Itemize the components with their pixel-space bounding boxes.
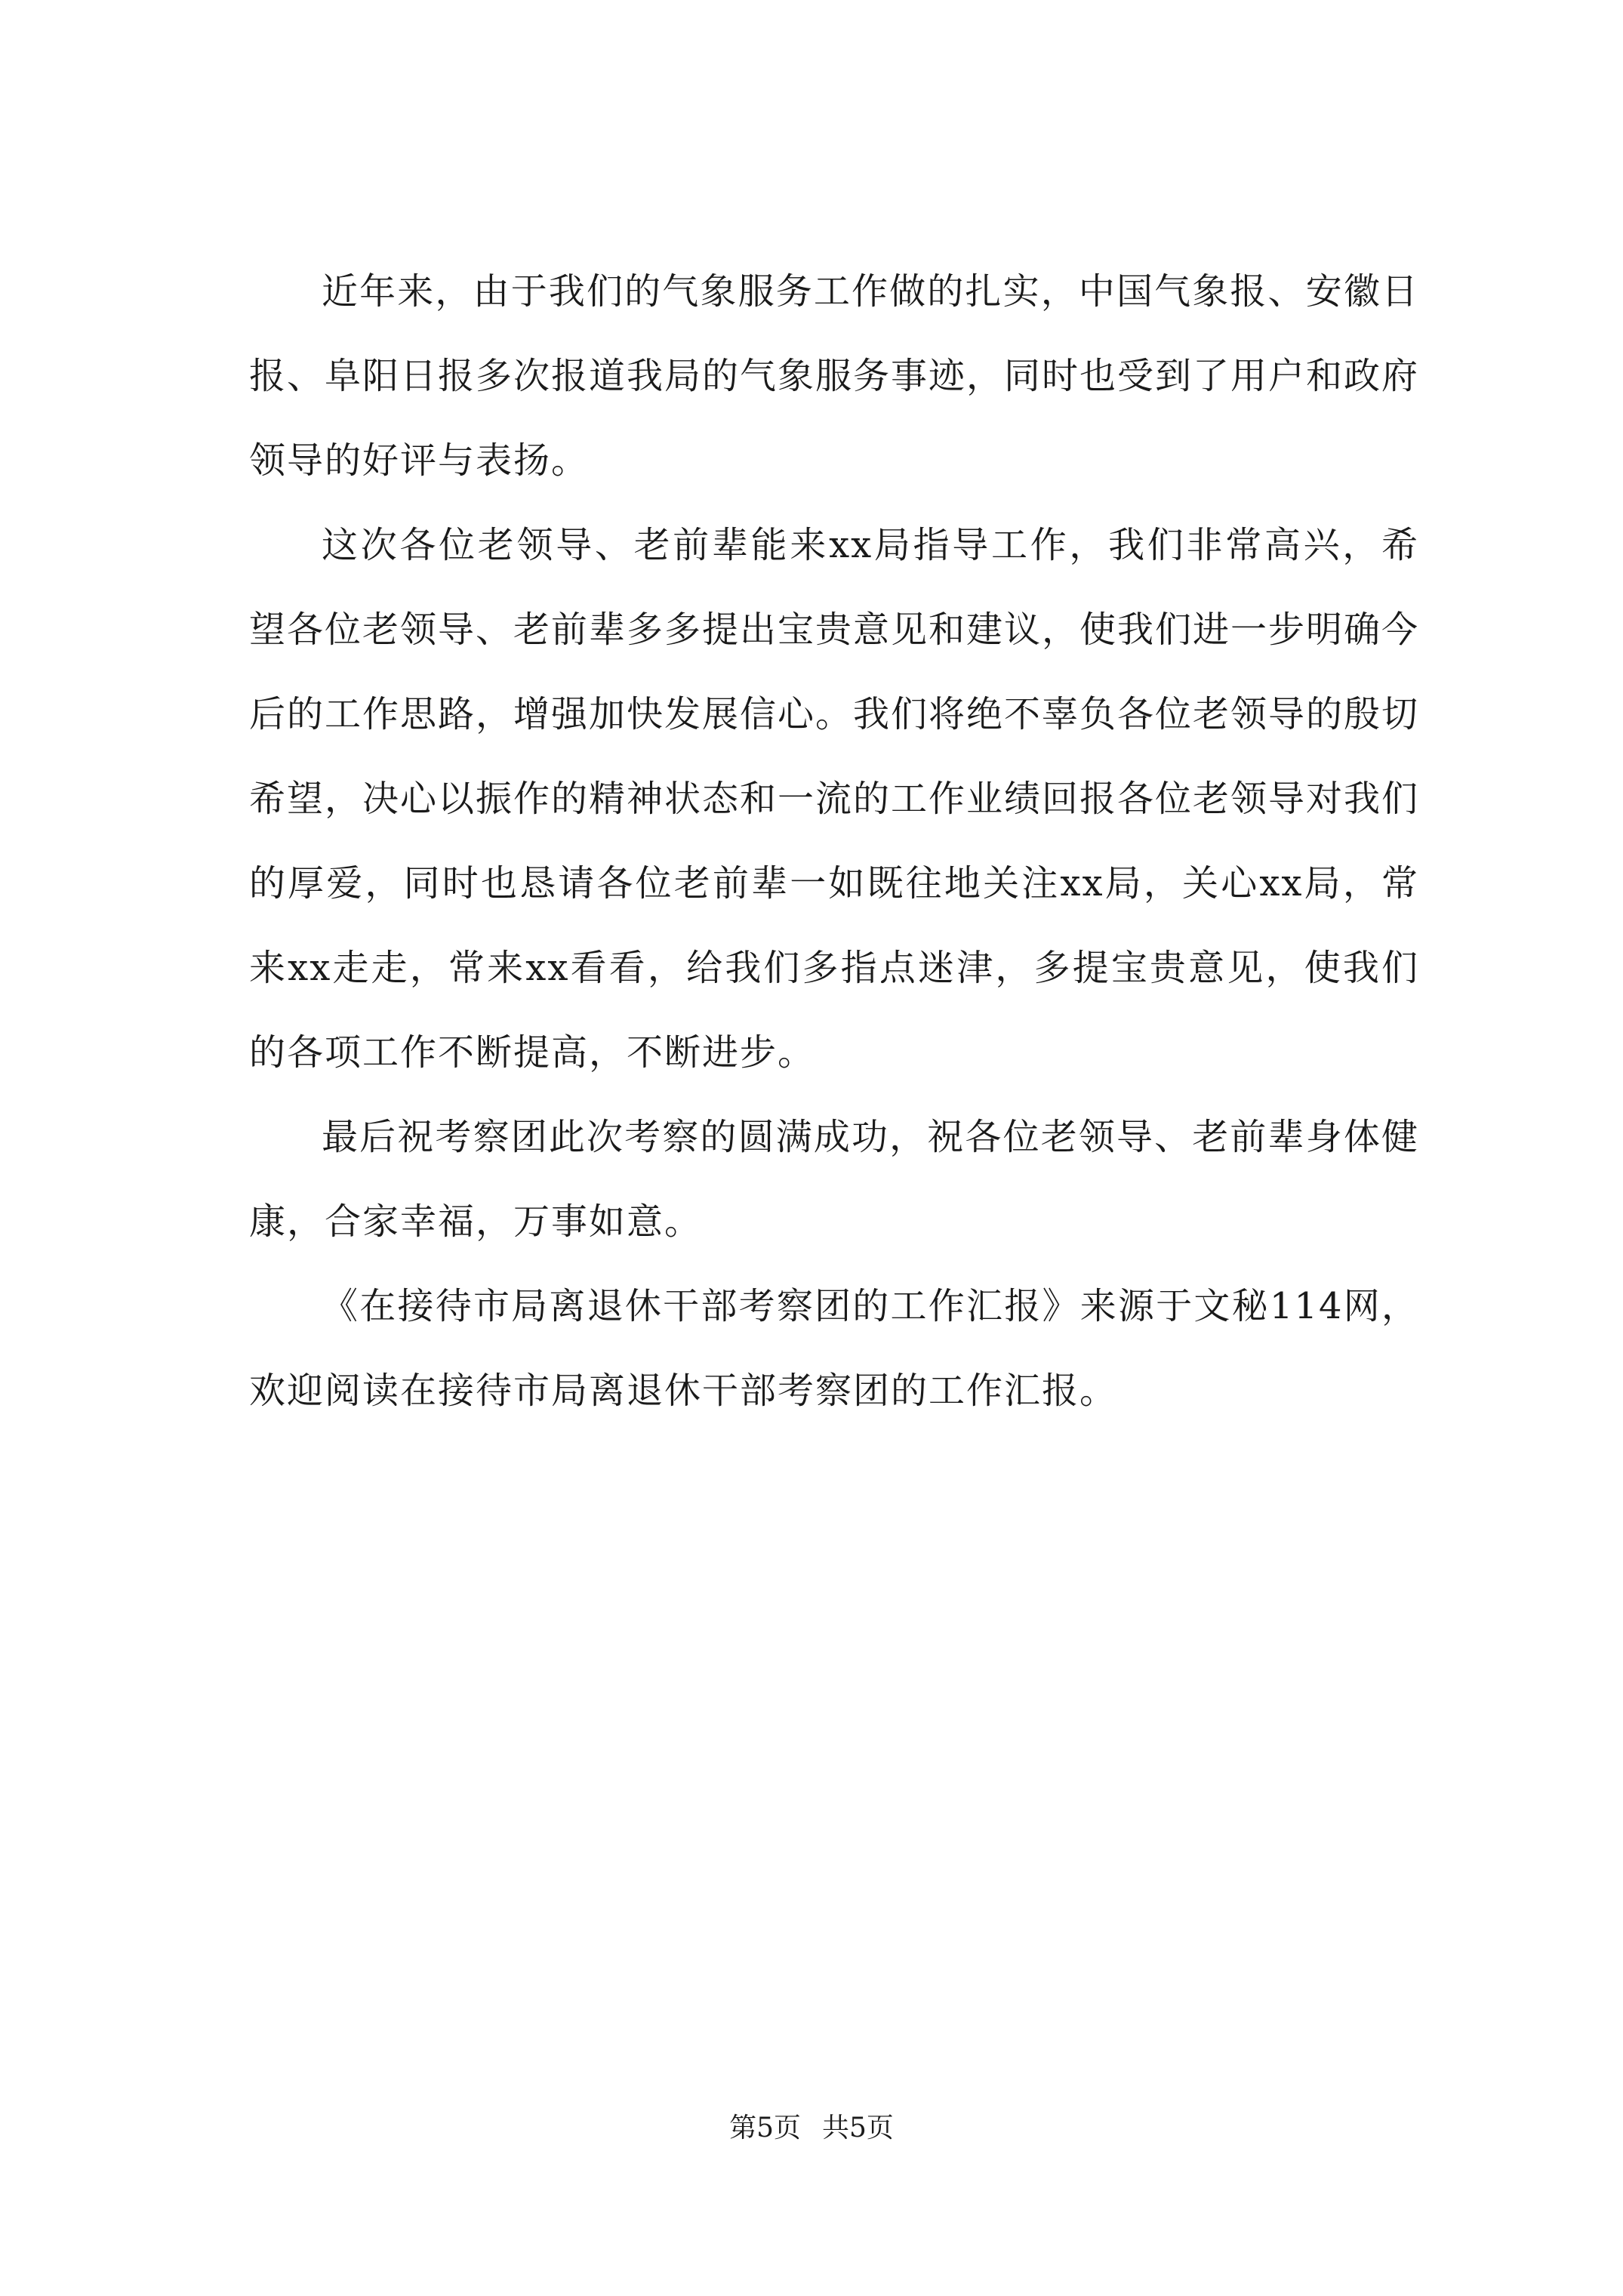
page-number-current: 第5页 bbox=[729, 2113, 801, 2143]
paragraph-weather-service: 近年来，由于我们的气象服务工作做的扎实，中国气象报、安徽日报、阜阳日报多次报道我局的气象服务事迹，同时也受到了用户和政府领导的好评与表扬。 bbox=[249, 270, 1420, 482]
paragraph-welcome-leaders: 这次各位老领导、老前辈能来xx局指导工作，我们非常高兴，希望各位老领导、老前辈多多提出宝贵意见和建议，使我们进一步明确今后的工作思路，增强加快发展信心。我们将绝不辜负各位老领导的殷切希望，决心以振作的精神状态和一流的工作业绩回报各位老领导对我们的厚爱，同时也恳请各位老前辈一如既往地关注xx局，关心xx局，常来xx走走，常来xx看看，给我们多指点迷津，多提宝贵意见，使我们的各项工作不断提高，不断进步。 bbox=[249, 524, 1420, 1074]
paragraph-source-note: 《在接待市局离退休干部考察团的工作汇报》来源于文秘114网，欢迎阅读在接待市局离退休干部考察团的工作汇报。 bbox=[249, 1285, 1419, 1412]
paragraph-closing-wishes: 最后祝考察团此次考察的圆满成功，祝各位老领导、老前辈身体健康，合家幸福，万事如意。 bbox=[249, 1116, 1419, 1243]
document-body bbox=[249, 249, 1419, 1433]
page-number-total: 共5页 bbox=[822, 2113, 894, 2143]
page-footer bbox=[0, 2106, 1623, 2145]
